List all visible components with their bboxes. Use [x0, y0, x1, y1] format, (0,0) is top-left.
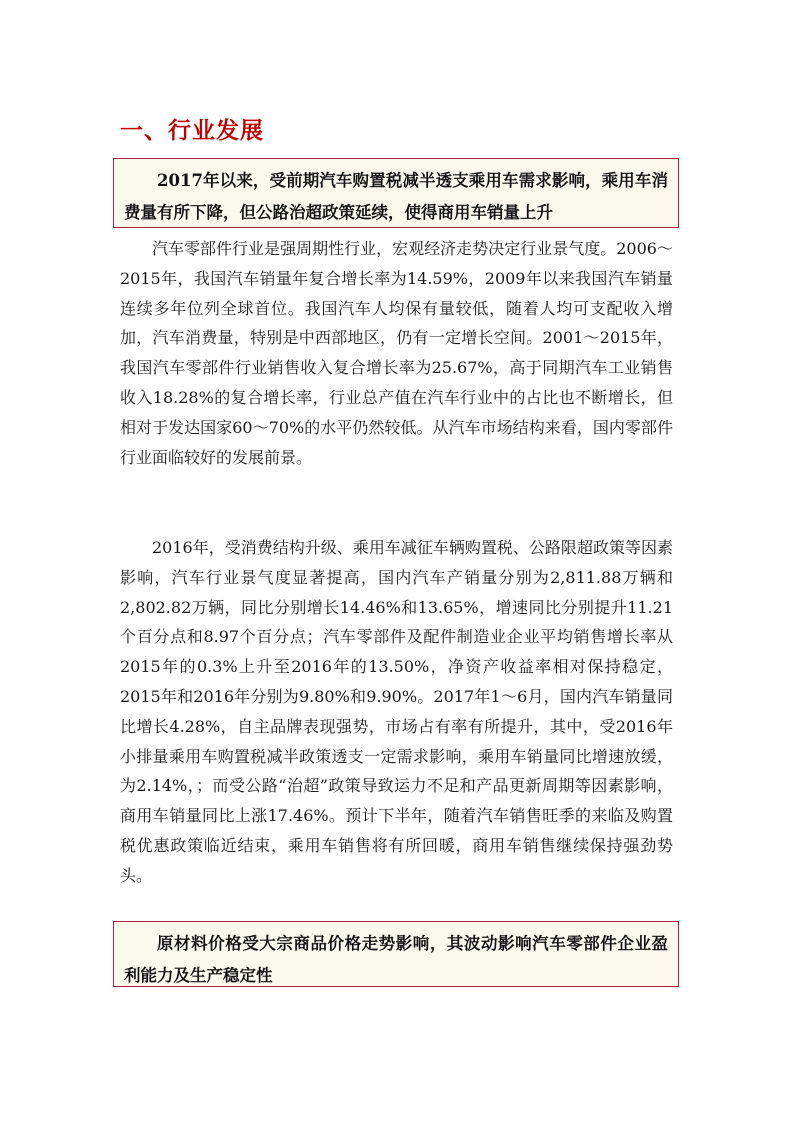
summary-callout-2: 原材料价格受大宗商品价格走势影响，其波动影响汽车零部件企业盈利能力及生产稳定性 — [113, 921, 679, 987]
body-paragraph-2: 2016年，受消费结构升级、乘用车减征车辆购置税、公路限超政策等因素影响，汽车行业景气度显著提高，国内汽车产销量分别为2,811.88万辆和2,802.82万辆，同比分别增长14.46%和13.65%，增速同比分别提升11.21个百分点和8.97个百分点；汽车零部件及配件制造业企业平均销售增长率从2015年的0.3%上升至2016年的13.50%，净资产收益率相对保持稳定，2015年和2016年分别为9.80%和9.90%。2017年1～6月，国内汽车销量同比增长4.28%，自主品牌表现强势，市场占有率有所提升，其中，受2016年小排量乘用车购置税减半政策透支一定需求影响，乘用车销量同比增速放缓，为2.14%，；而受公路“治超”政策导致运力不足和产品更新周期等因素影响，商用车销量同比上涨17.46%。预计下半年，随着汽车销售旺季的来临及购置税优惠政策临近结束，乘用车销售将有所回暖，商用车销售继续保持强劲势头。 — [120, 538, 673, 885]
summary-callout-1: 2017年以来，受前期汽车购置税减半透支乘用车需求影响，乘用车消费量有所下降，但公路治超政策延续，使得商用车销量上升 — [113, 158, 679, 228]
body-paragraph-1: 汽车零部件行业是强周期性行业，宏观经济走势决定行业景气度。2006～2015年，我国汽车销量年复合增长率为14.59%，2009年以来我国汽车销量连续多年位列全球首位。我国汽车人均保有量较低，随着人均可支配收入增加，汽车消费量，特别是中西部地区，仍有一定增长空间。2001～2015年，我国汽车零部件行业销售收入复合增长率为25.67%，高于同期汽车工业销售收入18.28%的复合增长率，行业总产值在汽车行业中的占比也不断增长，但相对于发达国家60～70%的水平仍然较低。从汽车市场结构来看，国内零部件行业面临较好的发展前景。 — [120, 239, 673, 467]
section-title: 一、行业发展 — [120, 118, 264, 144]
